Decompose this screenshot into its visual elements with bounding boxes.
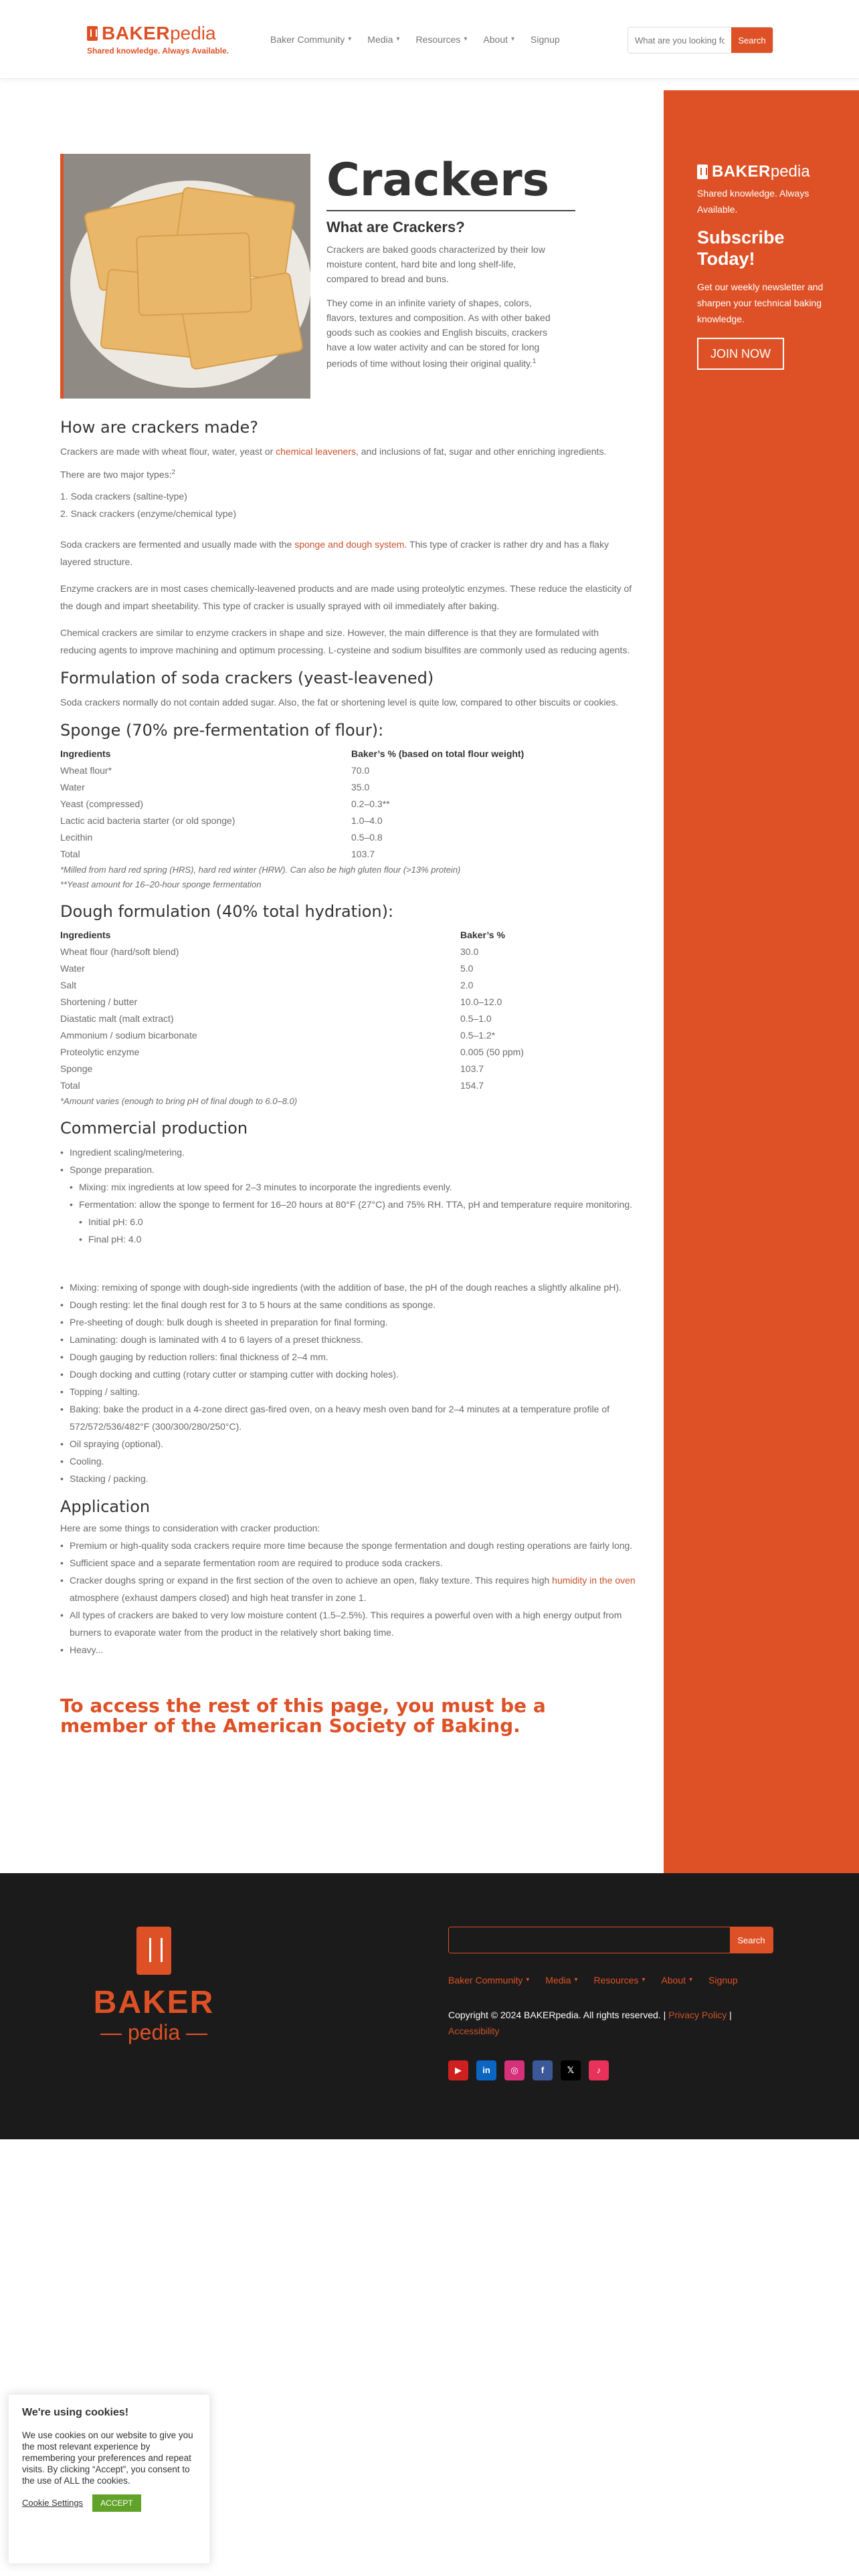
privacy-policy-link[interactable]: Privacy Policy xyxy=(668,2010,727,2020)
table-row xyxy=(60,994,636,1010)
text: Crackers are made with wheat flour, water, yeast or xyxy=(60,446,276,457)
table-header: Ingredients xyxy=(60,748,111,759)
list-item: • Laminating: dough is laminated with 4 to 6 layers of a preset thickness. xyxy=(60,1331,636,1348)
production-list xyxy=(60,1144,636,1178)
table-cell: Wheat flour (hard/soft blend) xyxy=(60,946,179,957)
bakerpedia-logo-icon xyxy=(697,165,708,179)
nav-label: Baker Community xyxy=(270,34,345,45)
paragraph: Enzyme crackers are in most cases chemically-leavened products and are made using proteolytic enzymes. These reduce the elasticity of the dough and impart sheetability. This type of cracker is usually sprayed with oil immediately after baking. xyxy=(60,582,632,611)
page-title: Crackers xyxy=(326,154,575,211)
table-cell: 0.5–1.0 xyxy=(460,1012,492,1024)
footnote-ref[interactable]: 1 xyxy=(532,358,537,365)
sidebar-logo-pedia: pedia xyxy=(770,163,810,181)
section-heading: Commercial production xyxy=(60,1118,248,1138)
table-cell: Total xyxy=(60,848,80,859)
nav-item-media[interactable] xyxy=(367,33,399,46)
sponge-and-dough-link[interactable]: sponge and dough system xyxy=(294,538,405,550)
table-row xyxy=(60,977,636,994)
table-cell: 103.7 xyxy=(460,1063,484,1074)
subscribe-title: Subscribe Today! xyxy=(697,227,785,269)
cookie-settings-link[interactable]: Cookie Settings xyxy=(22,2497,84,2508)
footer-nav xyxy=(448,1973,754,1987)
footnote-ref[interactable]: 2 xyxy=(171,469,176,476)
linkedin-icon[interactable]: in xyxy=(476,2060,496,2080)
chevron-down-icon: ▾ xyxy=(348,35,352,43)
paragraph: Chemical crackers are similar to enzyme crackers in shape and size. However, the main difference is that they are formulated with reducing agents to improve machining and optimum processing. L-cysteine and sodium bisulfites are commonly used as reducing agents. xyxy=(60,627,630,655)
list-item: • Ingredient scaling/metering. xyxy=(60,1144,636,1161)
list-item: • Final pH: 4.0 xyxy=(79,1230,636,1248)
nav-label: Signup xyxy=(531,34,560,45)
list-item: • Dough resting: let the final dough rest for 3 to 5 hours at the same conditions as sponge. xyxy=(60,1296,636,1313)
sponge-table xyxy=(60,746,636,863)
table-row xyxy=(60,796,636,813)
copyright-text: Copyright © 2024 BAKERpedia. All rights reserved. | xyxy=(448,2010,666,2020)
logo-tagline: Shared knowledge. Always Available. xyxy=(87,46,229,56)
footer-nav-about[interactable] xyxy=(661,1973,692,1987)
list-item: • Pre-sheeting of dough: bulk dough is sheeted in preparation for final forming. xyxy=(60,1313,636,1331)
table-row xyxy=(60,762,636,779)
table-row xyxy=(60,1010,636,1027)
table-row xyxy=(60,1077,636,1094)
footer-logo[interactable] xyxy=(87,1927,221,2044)
table-cell: Water xyxy=(60,781,85,792)
table-cell: 30.0 xyxy=(460,946,479,957)
list-item: 1. Soda crackers (saltine-type) xyxy=(60,490,187,502)
list-item: • Heavy... xyxy=(60,1641,636,1658)
list-item xyxy=(60,1572,636,1606)
chevron-down-icon: ▾ xyxy=(689,1976,693,1983)
list-item: 2. Snack crackers (enzyme/chemical type) xyxy=(60,508,236,519)
table-cell: 70.0 xyxy=(351,764,370,776)
section-heading: Application xyxy=(60,1497,151,1516)
list-item: • Mixing: mix ingredients at low speed for 2–3 minutes to incorporate the ingredients evenly. xyxy=(70,1178,636,1196)
chevron-down-icon: ▾ xyxy=(511,35,515,43)
search-button[interactable]: Search xyxy=(731,27,773,53)
text: Soda crackers are fermented and usually made with the xyxy=(60,538,295,550)
logo-baker-text: BAKER xyxy=(102,23,171,43)
table-cell: Wheat flour* xyxy=(60,764,112,776)
list-item: • Sponge preparation. xyxy=(60,1161,636,1178)
hero-paragraph-text: They come in an infinite variety of shapes, colors, flavors, textures and composition. As with other baked goods such as cookies and English biscuits, crackers have a low water activity and can be stored for long periods of time without losing their original quality. xyxy=(326,298,551,369)
production-steps xyxy=(60,1279,636,1487)
accessibility-link[interactable]: Accessibility xyxy=(448,2026,500,2036)
table-note: *Amount varies (enough to bring pH of final dough to 6.0–8.0) xyxy=(60,1095,298,1106)
logo-pedia-text: pedia xyxy=(170,23,216,43)
section-heading: Formulation of soda crackers (yeast-leavened) xyxy=(60,668,434,687)
cracker-shape xyxy=(136,232,252,316)
footer-logo-pedia-text: pedia xyxy=(127,2020,181,2044)
section-heading: How are crackers made? xyxy=(60,418,259,437)
footer-logo-pedia: — pedia — xyxy=(100,2020,208,2044)
site-footer xyxy=(0,1873,859,2139)
table-cell: Water xyxy=(60,962,85,974)
nav-item-resources[interactable] xyxy=(415,33,467,46)
ph-sublist xyxy=(79,1213,636,1248)
paragraph: Here are some things to consideration with cracker production: xyxy=(60,1522,320,1533)
table-cell: Salt xyxy=(60,979,77,990)
table-cell: Proteolytic enzyme xyxy=(60,1046,140,1057)
paragraph xyxy=(60,464,636,484)
table-cell: 10.0–12.0 xyxy=(460,996,502,1007)
list-item: • Topping / salting. xyxy=(60,1383,636,1400)
nav-label: Media xyxy=(367,34,393,45)
list-item: • Stacking / packing. xyxy=(60,1470,636,1487)
site-logo[interactable] xyxy=(87,24,229,55)
subscribe-text: Get our weekly newsletter and sharpen your technical baking knowledge. xyxy=(697,282,824,324)
cookie-accept-button[interactable]: ACCEPT xyxy=(92,2494,141,2512)
text: . This type of cracker is rather dry and has a flaky layered structure. xyxy=(60,538,609,567)
social-links xyxy=(448,2060,609,2080)
table-header: Ingredients xyxy=(60,929,111,940)
table-cell: Sponge xyxy=(60,1063,93,1074)
nav-label: About xyxy=(661,1975,686,1985)
footer-search xyxy=(448,1927,773,1953)
paragraph xyxy=(60,536,636,570)
list-item: • Fermentation: allow the sponge to ferment for 16–20 hours at 80°F (27°C) and 75% RH. TTA, pH and temperature require monitoring. xyxy=(70,1196,636,1213)
footer-search-button[interactable]: Search xyxy=(730,1927,773,1953)
table-row xyxy=(60,846,636,863)
site-header xyxy=(0,0,859,79)
chemical-leaveners-link[interactable]: chemical leaveners xyxy=(276,446,356,457)
join-now-button[interactable]: JOIN NOW xyxy=(697,338,784,370)
nav-item-signup[interactable] xyxy=(531,33,560,46)
table-row xyxy=(60,829,636,846)
table-cell: Diastatic malt (malt extract) xyxy=(60,1012,174,1024)
list-item: • Oil spraying (optional). xyxy=(60,1435,636,1453)
search-input[interactable] xyxy=(628,27,731,53)
application-list xyxy=(60,1537,636,1658)
footer-nav-signup[interactable] xyxy=(708,1973,738,1987)
cookie-text: We use cookies on our website to give you the most relevant experience by remembering your preferences and repeat visits. By clicking “Accept”, you consent to the use of ALL the cookies. xyxy=(22,2430,193,2486)
cookie-title: We're using cookies! xyxy=(22,2407,129,2418)
footer-nav-resources[interactable] xyxy=(593,1973,645,1987)
list-item: • All types of crackers are baked to very low moisture content (1.5–2.5%). This requires a powerful oven with a high energy output from burners to evaporate water from the product in the relatively short baking time. xyxy=(60,1606,636,1641)
text: atmosphere (exhaust dampers closed) and high heat transfer in zone 1. xyxy=(70,1592,367,1603)
table-cell: 0.5–0.8 xyxy=(351,831,383,843)
list-item: • Mixing: remixing of sponge with dough-side ingredients (with the addition of base, the pH of the dough reaches a slightly alkaline pH). xyxy=(60,1279,636,1296)
members-only-notice: To access the rest of this page, you must be a member of the American Society of Baking. xyxy=(60,1694,546,1737)
facebook-icon[interactable]: f xyxy=(533,2060,553,2080)
sidebar-logo-baker: BAKER xyxy=(712,163,771,181)
humidity-in-oven-link[interactable]: humidity in the oven xyxy=(552,1574,636,1586)
table-cell: Ammonium / sodium bicarbonate xyxy=(60,1029,197,1041)
table-cell: 103.7 xyxy=(351,848,375,859)
youtube-icon[interactable]: ▶ xyxy=(448,2060,468,2080)
list-item: • Premium or high-quality soda crackers require more time because the sponge fermentation and dough resting operations are fairly long. xyxy=(60,1537,636,1554)
table-row xyxy=(60,1044,636,1061)
table-cell: 5.0 xyxy=(460,962,474,974)
footer-nav-media[interactable] xyxy=(545,1973,577,1987)
table-cell: 1.0–4.0 xyxy=(351,815,383,826)
cookie-banner xyxy=(8,2394,210,2564)
list-item: • Sufficient space and a separate fermentation room are required to produce soda crackers. xyxy=(60,1554,636,1572)
table-row xyxy=(60,813,636,829)
nav-label: Media xyxy=(545,1975,571,1985)
chevron-down-icon: ▾ xyxy=(642,1976,646,1983)
header-search xyxy=(628,27,773,53)
table-row xyxy=(60,960,636,977)
x-icon[interactable]: 𝕏 xyxy=(561,2060,581,2080)
table-cell: Shortening / butter xyxy=(60,996,138,1007)
paragraph xyxy=(60,443,636,460)
text: , and inclusions of fat, sugar and other enriching ingredients. xyxy=(355,446,607,457)
table-cell: 2.0 xyxy=(460,979,474,990)
nav-item-baker-community[interactable] xyxy=(270,33,351,46)
crackers-image xyxy=(60,154,310,399)
chevron-down-icon: ▾ xyxy=(464,35,468,43)
footer-copyright xyxy=(448,2007,796,2039)
separator: | xyxy=(729,2010,732,2020)
section-heading: Sponge (70% pre-fermentation of flour): xyxy=(60,720,384,740)
instagram-icon[interactable]: ◎ xyxy=(504,2060,524,2080)
text: There are two major types: xyxy=(60,469,172,480)
hero-paragraph xyxy=(326,296,554,371)
hero-paragraph: Crackers are baked goods characterized by their low moisture content, hard bite and long shelf-life, compared to bread and buns. xyxy=(326,244,545,284)
footer-search-input[interactable] xyxy=(449,1927,730,1953)
list-item: • Dough docking and cutting (rotary cutter or stamping cutter with docking holes). xyxy=(60,1366,636,1383)
table-cell: Yeast (compressed) xyxy=(60,798,143,809)
table-header: Baker’s % xyxy=(460,929,505,940)
list-item: • Baking: bake the product in a 4-zone direct gas-fired oven, on a heavy mesh oven band for 2–4 minutes at a temperature profile of 572/572/536/482°F (300/300/280/250°C). xyxy=(60,1400,636,1435)
bakerpedia-book-icon xyxy=(136,1927,171,1975)
list-item: • Dough gauging by reduction rollers: final thickness of 2–4 mm. xyxy=(60,1348,636,1366)
nav-label: Signup xyxy=(708,1975,738,1985)
subscribe-sidebar xyxy=(664,90,859,1873)
table-cell: Lecithin xyxy=(60,831,93,843)
nav-label: Resources xyxy=(593,1975,639,1985)
footer-logo-baker: BAKER xyxy=(93,1985,215,2020)
bakerpedia-logo-icon xyxy=(87,26,98,41)
text: Cracker doughs spring or expand in the first section of the oven to achieve an open, flaky texture. This requires high xyxy=(70,1574,553,1586)
table-row xyxy=(60,944,636,960)
paragraph: Soda crackers normally do not contain added sugar. Also, the fat or shortening level is quite low, compared to other biscuits or cookies. xyxy=(60,696,619,708)
list-item: • Initial pH: 6.0 xyxy=(79,1213,636,1230)
sidebar-logo xyxy=(697,164,831,180)
nav-label: Baker Community xyxy=(448,1975,523,1985)
nav-label: Resources xyxy=(415,34,461,45)
table-note: *Milled from hard red spring (HRS), hard red winter (HRW). Can also be high gluten flour (>13% protein) xyxy=(60,864,461,875)
table-cell: 154.7 xyxy=(460,1079,484,1091)
nav-item-about[interactable] xyxy=(483,33,514,46)
sponge-sublist xyxy=(70,1178,636,1213)
chevron-down-icon: ▾ xyxy=(574,1976,578,1983)
dough-table xyxy=(60,927,636,1094)
table-row xyxy=(60,1027,636,1044)
nav-label: About xyxy=(483,34,508,45)
table-cell: 35.0 xyxy=(351,781,370,792)
table-cell: 0.005 (50 ppm) xyxy=(460,1046,524,1057)
list-item: • Cooling. xyxy=(60,1453,636,1470)
table-cell: 0.5–1.2* xyxy=(460,1029,496,1041)
sidebar-tagline: Shared knowledge. Always Available. xyxy=(697,188,809,215)
hero-subtitle: What are Crackers? xyxy=(326,219,465,235)
table-header: Baker’s % (based on total flour weight) xyxy=(351,748,524,759)
table-note: **Yeast amount for 16–20-hour sponge fermentation xyxy=(60,879,262,889)
table-cell: Total xyxy=(60,1079,80,1091)
chevron-down-icon: ▾ xyxy=(526,1976,530,1983)
chevron-down-icon: ▾ xyxy=(396,35,400,43)
table-row xyxy=(60,779,636,796)
table-cell: Lactic acid bacteria starter (or old sponge) xyxy=(60,815,235,826)
types-list xyxy=(60,488,636,522)
table-row xyxy=(60,1061,636,1077)
table-cell: 0.2–0.3** xyxy=(351,798,390,809)
footer-nav-baker-community[interactable] xyxy=(448,1973,529,1987)
tiktok-icon[interactable]: ♪ xyxy=(589,2060,609,2080)
section-heading: Dough formulation (40% total hydration): xyxy=(60,901,394,921)
main-nav xyxy=(270,33,576,46)
